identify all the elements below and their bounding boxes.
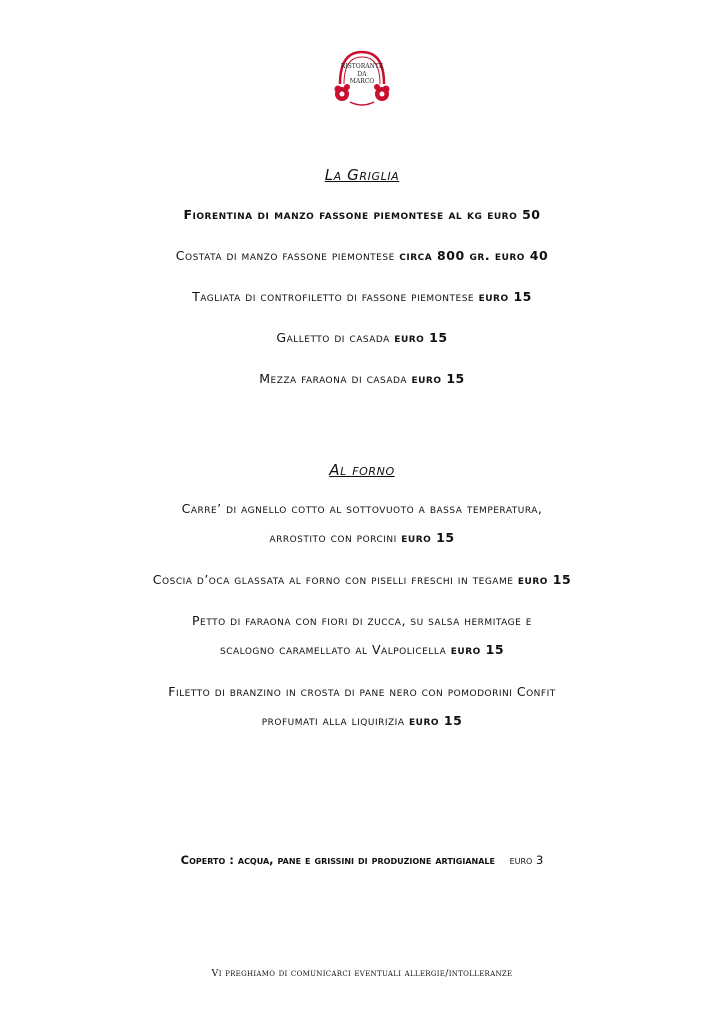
menu-item-text: profumati alla liquirizia [261,713,409,728]
menu-item-text: Coscia d’oca glassata al forno con piselli freschi in tegame [152,572,518,587]
menu-item [0,642,724,657]
svg-text:RISTORANTE: RISTORANTE [340,63,384,70]
menu-item [0,330,724,345]
menu-item-text: Mezza faraona di casada [259,371,412,386]
menu-item [0,530,724,545]
menu-item-price: euro 15 [517,572,572,587]
menu-item [0,501,724,516]
menu-item [0,572,724,587]
menu-item [0,613,724,628]
menu-item [0,713,724,728]
menu-item [0,248,724,263]
menu-item-text: Costata di manzo fassone piemontese [175,248,400,263]
menu-item-text: scalogno caramellato al Valpolicella [219,642,451,657]
menu-item-text: arrostito con porcini [269,530,402,545]
restaurant-logo [330,46,394,110]
menu-item-price: euro 15 [450,642,505,657]
menu-item-price: euro 15 [411,371,465,386]
menu-item-text: Tagliata di controfiletto di fassone piemontese [192,289,479,304]
menu-item [0,207,724,222]
menu-item-price: circa 800 gr. euro 40 [399,248,549,263]
svg-text:DA: DA [357,71,367,78]
allergy-note: Vi preghiamo di comunicarci eventuali allergie/intolleranze [211,968,513,979]
menu-item-text: Filetto di branzino in crosta di pane nero con pomodorini Confit [168,684,556,699]
menu-item-text: Galletto di casada [276,330,395,345]
coperto-price: euro 3 [494,853,544,867]
svg-text:MARCO: MARCO [349,78,375,85]
menu-item-text: Fiorentina di manzo fassone piemontese al kg euro 50 [183,207,541,222]
coperto-text: Coperto : acqua, pane e grissini di produzione artigianale [180,853,495,867]
logo-emblem-icon [330,46,394,110]
coperto-line [0,853,724,867]
section-title-griglia: La Griglia [324,166,400,184]
menu-item [0,289,724,304]
menu-item-text: Petto di faraona con fiori di zucca, su salsa hermitage e [192,613,532,628]
menu-item-price: euro 15 [408,713,463,728]
menu-item-price: euro 15 [394,330,448,345]
menu-item [0,684,724,699]
menu-item-text: Carre’ di agnello cotto al sottovuoto a bassa temperatura, [181,501,543,516]
menu-item-price: euro 15 [401,530,455,545]
menu-item-price: euro 15 [478,289,532,304]
section-title-forno: Al forno [329,461,395,479]
menu-item [0,371,724,386]
